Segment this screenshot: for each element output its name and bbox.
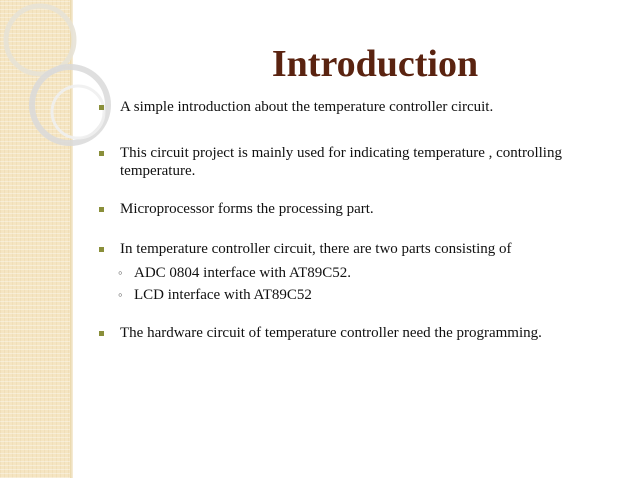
bullet-square-icon xyxy=(99,151,104,156)
bullet-item: In temperature controller circuit, there are two parts consisting of xyxy=(112,240,512,258)
bullet-item: Microprocessor forms the processing part. xyxy=(112,200,374,218)
bullet-item: The hardware circuit of temperature controller need the programming. xyxy=(112,324,542,342)
bullet-square-icon xyxy=(99,247,104,252)
sub-bullet-circle-icon: ◦ xyxy=(118,265,123,280)
sub-bullet-item: ◦ LCD interface with AT89C52 xyxy=(118,287,312,303)
bullet-square-icon xyxy=(99,105,104,110)
slide-title: Introduction xyxy=(271,43,479,85)
sub-bullet-item: ◦ ADC 0804 interface with AT89C52. xyxy=(118,265,352,281)
sub-bullet-circle-icon: ◦ xyxy=(118,287,123,302)
ring-inner-icon xyxy=(52,86,104,138)
bullet-square-icon xyxy=(99,207,104,212)
bullet-item: This circuit project is mainly used for indicating temperature , controlling temperature. xyxy=(112,144,622,180)
bullet-square-icon xyxy=(99,331,104,336)
ring-top-icon xyxy=(6,6,74,74)
bullet-item: A simple introduction about the temperature controller circuit. xyxy=(112,98,493,116)
